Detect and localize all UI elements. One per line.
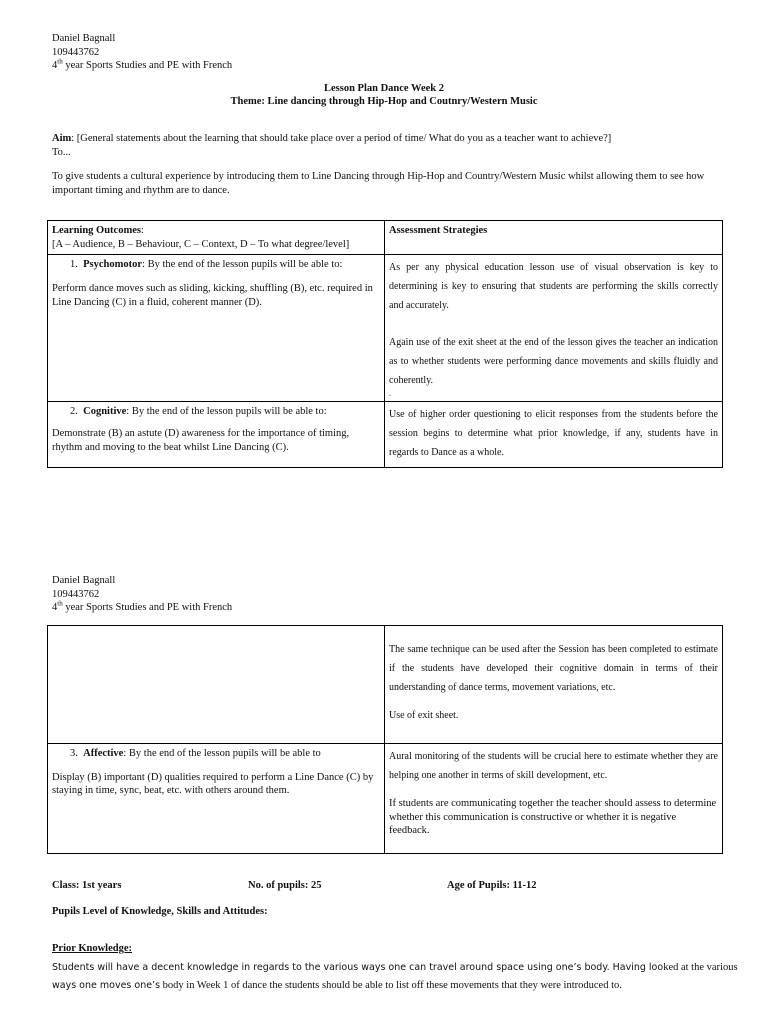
aim-body: To give students a cultural experience by introducing them to Line Dancing through Hip-Hop and Country/Western Music whilst allowing them to see how important timing and rhythm are to dance. — [52, 171, 705, 196]
psychomotor-assessment: As per any physical education lesson use of visual observation is key to determining is key to ensuring that students are performing the skills correctly and accurately. Again use of the exit sheet at the end of the lesson gives the teacher an indication as to whether students were performing dance movements and skills fluidly and coherently. . — [385, 255, 723, 402]
cognitive-outcome: 2. Cognitive: By the end of the lesson pupils will be able to: Demonstrate (B) an astute (D) awareness for the importance of timing, rhythm and moving to the beat whilst Line Dancing (C). — [48, 402, 385, 468]
pupils-level-heading: Pupils Level of Knowledge, Skills and Attitudes: — [52, 906, 268, 917]
aim-to: To... — [52, 146, 71, 158]
author-block — [52, 574, 232, 615]
author-block — [52, 32, 232, 73]
course-line: 4th year Sports Studies and PE with French — [52, 599, 233, 614]
student-id: 109443762 — [52, 46, 100, 58]
author-name: Daniel Bagnall — [52, 575, 116, 586]
cognitive-assessment: Use of higher order questioning to elicit responses from the students before the session begins to determine what prior knowledge, if any, students have in regards to Dance as a whole. — [385, 402, 723, 468]
learning-outcomes-header: Learning Outcomes: [A – Audience, B – Behaviour, C – Context, D – To what degree/level] — [48, 221, 385, 255]
class-label: Class: 1st years — [52, 880, 122, 891]
document-title: Lesson Plan Dance Week 2 — [324, 83, 444, 94]
author-name: Daniel Bagnall — [52, 33, 116, 44]
aim-line: Aim: [General statements about the learning that should take place over a period of time/ What do you as a teacher want to achieve?] — [52, 133, 612, 144]
document-theme: Theme: Line dancing through Hip-Hop and Coutnry/Western Music — [230, 96, 538, 107]
aim-section — [52, 132, 732, 159]
table-row — [48, 255, 723, 402]
table-row — [48, 402, 723, 468]
cognitive-assessment-continued: The same technique can be used after the Session has been completed to estimate if the students have developed their cognitive domain in terms of their understanding of dance terms, movement variations, etc. Use of exit sheet. — [385, 626, 723, 744]
table-row — [48, 626, 723, 744]
affective-assessment: Aural monitoring of the students will be crucial here to estimate whether they are helping one another in terms of skill development, etc. If students are communicating together the teacher should assess to determine whether this communication is constructive or whether it is negative feedback. — [385, 744, 723, 854]
table-header-row — [48, 221, 723, 255]
course-line: 4th year Sports Studies and PE with French — [52, 57, 233, 72]
pupil-count: No. of pupils: 25 — [248, 880, 322, 891]
affective-outcome: 3. Affective: By the end of the lesson pupils will be able to Display (B) important (D) qualities required to perform a Line Dance (C) by staying in time, sync, beat, etc. with others around them. — [48, 744, 385, 854]
student-id: 109443762 — [52, 588, 100, 600]
assessment-strategies-header: Assessment Strategies — [385, 221, 723, 255]
outcomes-table-1 — [47, 220, 723, 468]
empty-outcome-cell — [48, 626, 385, 744]
table-row — [48, 744, 723, 854]
prior-knowledge-line-2: ways one moves one’s body in Week 1 of dance the students should be able to list off these movements that they were introduced to. — [52, 980, 622, 991]
psychomotor-outcome: 1. Psychomotor: By the end of the lesson pupils will be able to: Perform dance moves such as sliding, kicking, shuffling (B), etc. required in Line Dancing (C) in a fluid, coherent manner (D). — [48, 255, 385, 402]
pupil-age: Age of Pupils: 11-12 — [447, 880, 537, 891]
prior-knowledge-line-1: Students will have a decent knowledge in regards to the various ways one can travel around space using one’s body. Having looked at the various — [52, 962, 738, 973]
outcomes-table-2 — [47, 625, 723, 854]
prior-knowledge-heading: Prior Knowledge: — [52, 943, 133, 954]
